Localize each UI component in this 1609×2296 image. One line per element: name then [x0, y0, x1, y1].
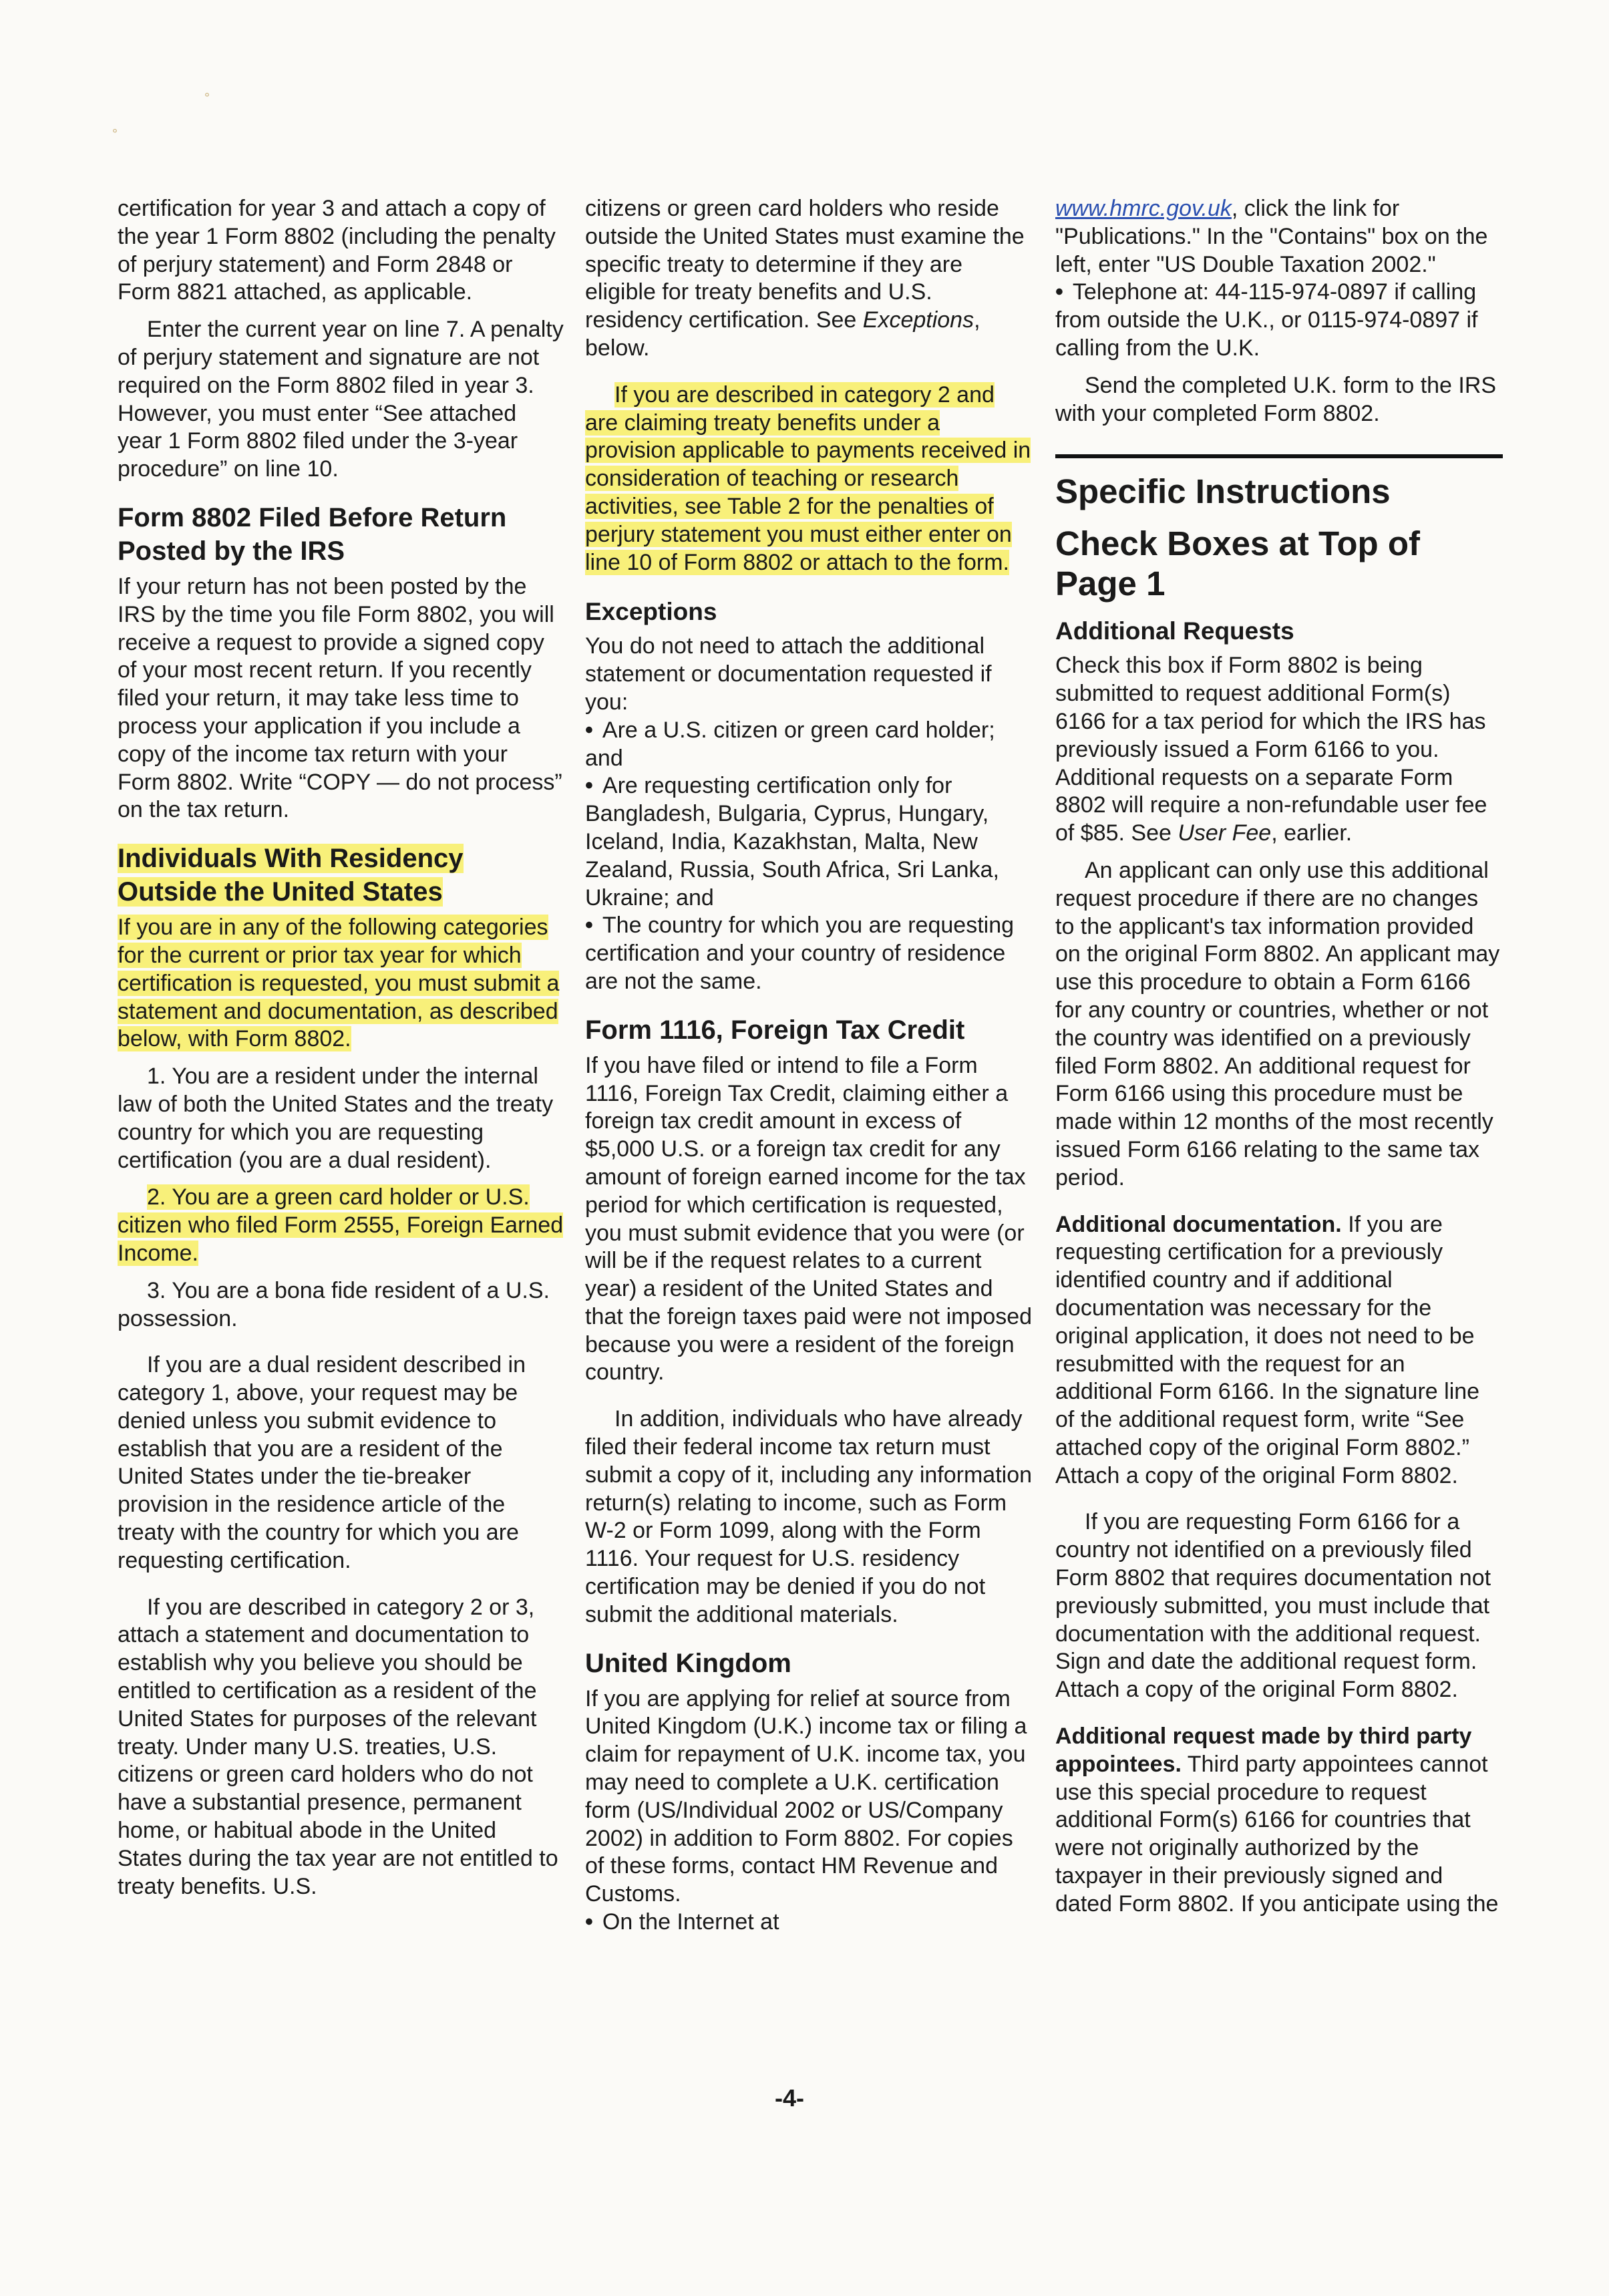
heading-specific-instructions: Specific Instructions — [1055, 472, 1391, 511]
paragraph: Additional request made by third party appointees. Third party appointees cannot use this special procedure to request additional Form(s) 6166 for countries that were not originally authorized by the taxpayer in their previously signed and dated Form 8802. If you anticipate using the — [1055, 1724, 1499, 1917]
list-item-category-1: 1. You are a resident under the internal law of both the United States and the treaty country for which you are requesting certification (you are a dual resident). — [118, 1063, 554, 1173]
heading-form-1116: Form 1116, Foreign Tax Credit — [585, 1015, 965, 1045]
list-item-category-2: 2. You are a green card holder or U.S. citizen who filed Form 2555, Foreign Earned Income. — [118, 1184, 564, 1266]
bullet-item: • On the Internet at — [585, 1909, 1033, 1937]
hmrc-link[interactable]: www.hmrc.gov.uk — [1055, 196, 1232, 221]
heading-check-boxes: Check Boxes at Top of Page 1 — [1055, 524, 1420, 603]
scan-speck: ° — [112, 127, 118, 142]
bullet-item: • Are requesting certification only for Bangladesh, Bulgaria, Cyprus, Hungary, Iceland, India, Kazakhstan, Malta, New Zealand, Russia, South Africa, Sri Lanka, Ukraine; and — [585, 772, 1033, 912]
paragraph: An applicant can only use this additional request procedure if there are no changes to the applicant's tax information provided on the original Form 8802. An applicant may use this procedure to obtain a Form 6166 for any country or countries, whether or not the country was identified on a previously filed Form 8802. An additional request for Form 6166 using this procedure must be made within 12 months of the most recently issued Form 6166 relating to the same tax period. — [1055, 857, 1500, 1190]
paragraph: certification for year 3 and attach a copy of the year 1 Form 8802 (including the penalty of perjury statement) and Form 2848 or Form 8821 attached, as applicable. — [118, 196, 556, 305]
paragraph: Check this box if Form 8802 is being submitted to request additional Form(s) 6166 for a tax period for which the IRS has previously issued a Form 6166 to you. Additional requests on a separate Form 8802 will require a non-refundable user fee of $85. See User Fee, earlier. — [1055, 653, 1487, 846]
paragraph: If you have filed or intend to file a Form 1116, Foreign Tax Credit, claiming either a foreign tax credit amount in excess of $5,000 U.S. or a foreign tax credit for any amount of foreign earned income for the tax period for which certification is requested, you must submit evidence that you were (or will be if the request relates to a current year) a resident of the United States and that the foreign taxes paid were not imposed because you were a resident of the foreign country. — [585, 1052, 1033, 1385]
paragraph: You do not need to attach the additional statement or documentation requested if you: — [585, 633, 992, 715]
paragraph-highlighted: If you are described in category 2 and are claiming treaty benefits under a provision applicable to payments received in consideration of teaching or research activities, see Table 2 for the penalties of perjury statement you must either enter on line 10 of Form 8802 or attach to the form. — [585, 381, 1031, 575]
paragraph-highlighted: If you are in any of the following categories for the current or prior tax year for which certification is requested, you must submit a statement and documentation, as described below, with Form 8802. — [118, 915, 560, 1052]
paragraph: If you are described in category 2 or 3, attach a statement and documentation to establish why you believe you should be entitled to certification as a resident of the United States for purposes of the relevant treaty. Under many U.S. treaties, U.S. citizens or green card holders who do not have a substantial presence, permanent home, or habitual abode in the United States during the tax year are not entitled to treaty benefits. U.S. — [118, 1594, 558, 1899]
bullet-item: • Telephone at: 44-115-974-0897 if calling from outside the U.K., or 0115-974-0897 if calling from the U.K. — [1055, 279, 1503, 362]
paragraph: Send the completed U.K. form to the IRS with your completed Form 8802. — [1055, 372, 1497, 426]
heading-form-8802-filed-before-return: Form 8802 Filed Before Return Posted by the IRS — [118, 502, 507, 566]
paragraph: If you are applying for relief at source from United Kingdom (U.K.) income tax or filing a claim for repayment of U.K. income tax, you may need to complete a U.K. certification form (US/Individual 2002 or US/Company 2002) in addition to Form 8802. For copies of these forms, contact HM Revenue and Customs. — [585, 1685, 1027, 1907]
section-divider — [1055, 454, 1503, 458]
column-right — [1055, 195, 1503, 1919]
page-number: -4- — [775, 2084, 804, 2112]
paragraph: If you are a dual resident described in category 1, above, your request may be denied unless you submit evidence to establish that you are a resident of the United States under the tie-breaker provision in the residence article of the treaty with the country for which you are requesting certification. — [118, 1352, 526, 1573]
paragraph: Additional documentation. If you are requesting certification for a previously identified country and if additional documentation was necessary for the original application, it does not need to be resubmitted with the request for an additional Form 6166. In the signature line of the additional request form, write “See attached copy of the original Form 8802.” Attach a copy of the original Form 8802. — [1055, 1211, 1480, 1488]
column-middle — [585, 195, 1033, 1937]
heading-united-kingdom: United Kingdom — [585, 1648, 791, 1678]
bullet-item: • Are a U.S. citizen or green card holder; and — [585, 717, 1033, 773]
paragraph: Enter the current year on line 7. A penalty of perjury statement and signature are not required on the Form 8802 filed in year 3. However, you must enter “See attached year 1 Form 8802 filed under the 3-year procedure” on line 10. — [118, 317, 564, 482]
paragraph: If you are requesting Form 6166 for a country not identified on a previously filed Form 8802 that requires documentation not previously submitted, you must include that documentation with the additional request. Sign and date the additional request form. Attach a copy of the original Form 8802. — [1055, 1509, 1491, 1703]
paragraph: www.hmrc.gov.uk, click the link for "Publications." In the "Contains" box on the left, enter "US Double Taxation 2002." — [1055, 196, 1488, 277]
scan-speck: ° — [204, 91, 210, 106]
paragraph: In addition, individuals who have already filed their federal income tax return must submit a copy of it, including any information return(s) relating to income, such as Form W-2 or Form 1099, along with the Form 1116. Your request for U.S. residency certification may be denied if you do not submit the additional materials. — [585, 1406, 1033, 1627]
heading-additional-requests: Additional Requests — [1055, 617, 1294, 645]
paragraph: If your return has not been posted by the IRS by the time you file Form 8802, you will receive a request to provide a signed copy of your most recent return. If you recently filed your return, it may take less time to process your application if you include a copy of the income tax return with your Form 8802. Write “COPY — do not process” on the tax return. — [118, 573, 562, 823]
column-left — [118, 195, 565, 1901]
heading-exceptions: Exceptions — [585, 598, 717, 626]
bullet-item: • The country for which you are requesting certification and your country of residence are not the same. — [585, 912, 1033, 995]
paragraph: citizens or green card holders who reside outside the United States must examine the specific treaty to determine if they are eligible for treaty benefits and U.S. residency certification. See Exceptions, below. — [585, 196, 1025, 361]
heading-individuals-residency-outside-us: Individuals With Residency Outside the United States — [118, 844, 464, 907]
list-item-category-3: 3. You are a bona fide resident of a U.S. possession. — [118, 1277, 550, 1331]
